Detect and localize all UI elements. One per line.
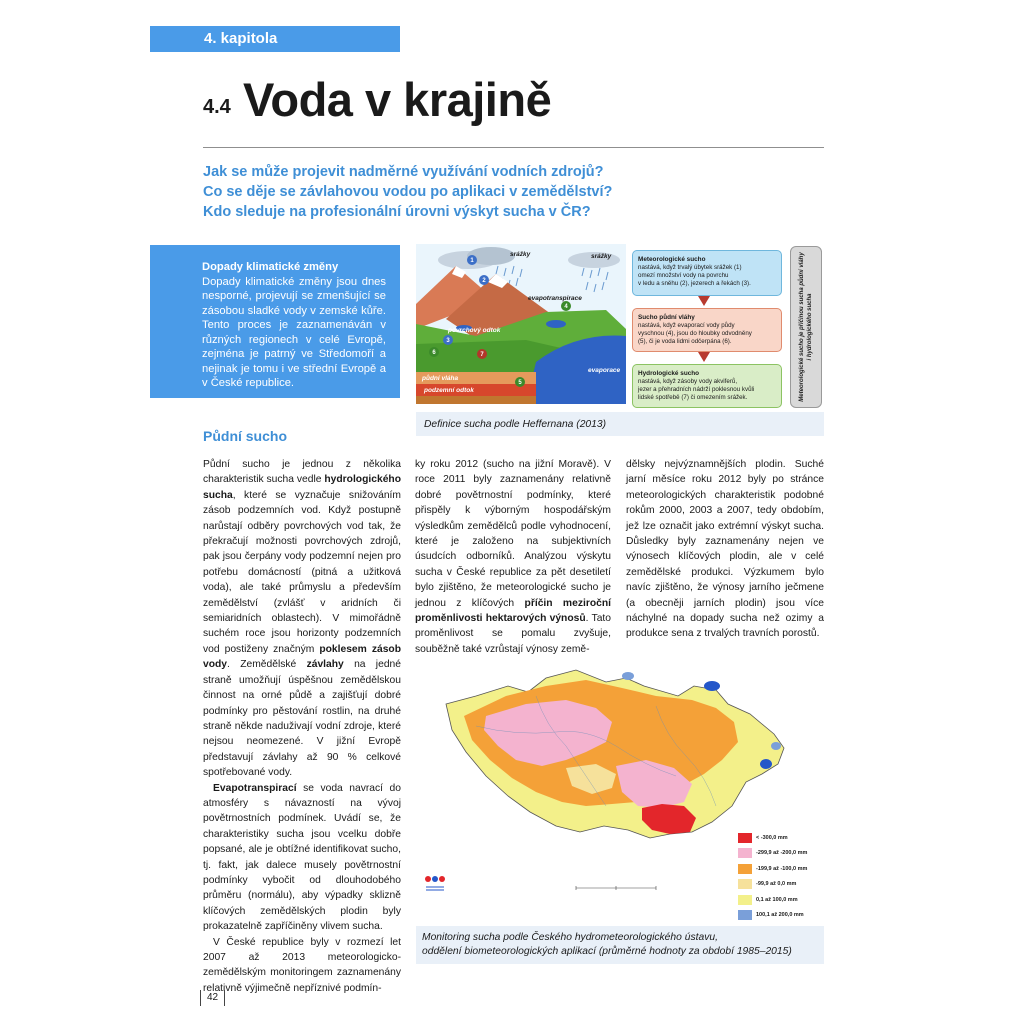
label-evaporace: evaporace: [588, 367, 621, 374]
box-line: lidské spotřebě (7) či omezením srážek.: [638, 394, 748, 401]
box-line: omezí množství vody na povrchu: [638, 272, 729, 279]
box-line: nastává, když zásoby vody akviferů,: [638, 378, 738, 385]
map-caption-line: oddělení biometeorologických aplikací (průměrné hodnoty za období 1985–2015): [422, 946, 792, 957]
section-number: 4.4: [203, 96, 231, 118]
legend-label: 100,1 až 200,0 mm: [756, 912, 804, 919]
text-column-2: ky roku 2012 (sucho na jižní Moravě). V roce 2011 byly zaznamenány relativně dobré povětrnostní podmínky, které přispěly k výborným hospodářským výsledkům zemědělců podle vyhodnocení, které je založeno na subjektivních úsudcích odborníků. Analýzou výskytu sucha v České republice za pět desetiletí bylo zjištěno, že meteorologické sucho je jednou z klíčových příčin meziroční proměnlivosti hektarových výnosů. Tato proměnlivost se pomalu zvyšuje, souběžně také vzrůstají výnosy země-: [415, 459, 612, 655]
box-line: v ledu a sněhu (2), jezerech a řekách (3).: [638, 280, 751, 287]
label-srazky-right: srážky: [591, 253, 612, 260]
legend-item: [738, 877, 824, 893]
diagram-number: 1: [470, 258, 474, 264]
drought-map: [416, 656, 824, 966]
diagram-caption: Definice sucha podle Heffernana (2013): [416, 412, 824, 436]
box-meteorological: [632, 250, 782, 296]
box-line: vyschnou (4), jsou do hloubky odvodněny: [638, 330, 752, 337]
box-line: nastává, když evaporací vody půdy: [638, 322, 735, 329]
text-column-3: dělsky nejvýznamnějších plodin. Suché jarní měsíce roku 2012 byly po stránce meteorologických charakteristik podobné rokům 2000, 2003 a 2007, tedy obdobím, jež lze označit jako extrémní výskyt sucha. Důsledky byly zaznamenány nejen ve výnosech klíčových plodin, ale v celé zemědělské produkci. Výzkumem bylo navíc zjištěno, že výnosy jarního ječmene (a obecněji jarních plodin) jsou více náchylné na dopady sucha než ozimy a produkce sena z trvalých travních porostů.: [626, 459, 824, 640]
arrow-down-icon: [698, 296, 710, 306]
legend-swatch: [738, 895, 752, 905]
page-number: 42: [200, 990, 225, 1006]
legend-item: [738, 861, 824, 877]
page-title: Voda v krajině: [243, 73, 552, 126]
box-line: nastává, když trvalý úbytek srážek (1): [638, 264, 742, 271]
map-legend: [738, 830, 824, 939]
box-hydrological: [632, 364, 782, 408]
box-title: Sucho půdní vláhy: [638, 314, 695, 321]
legend-swatch: [738, 910, 752, 920]
box-line: jezer a přehradních nádrží poklesnou kvůli: [638, 386, 755, 393]
legend-swatch: [738, 848, 752, 858]
legend-label: -99,9 až 0,0 mm: [756, 881, 797, 888]
side-label: Meteorologické sucho je příčinou sucha půdní vláhy i hydrologického sucha: [799, 252, 813, 402]
title-divider: [203, 147, 824, 148]
arrow-down-icon: [698, 352, 710, 362]
label-podzemni-odtok: podzemní odtok: [424, 387, 474, 394]
legend-item: [738, 830, 824, 846]
climate-box-text: Dopady klimatické změny jsou dnes nesporné, projevují se zmenšující se zásobou sladké vody v zemské kůře. Tento proces je zaznamenáván v různých regionech v celé Evropě, zejména je patrný ve Středomoří a nejinak je tomu i ve střední Evropě a v České republice.: [202, 275, 386, 389]
question: Kdo sleduje na profesionální úrovni výskyt sucha v ČR?: [203, 204, 591, 220]
diagram-number: 4: [564, 304, 568, 310]
box-title: Hydrologické sucho: [638, 370, 700, 377]
intro-questions: [203, 162, 823, 222]
legend-swatch: [738, 864, 752, 874]
legend-item: [738, 892, 824, 908]
text-column-1: Půdní sucho je jednou z několika charakteristik sucha vedle hydrologického sucha, které se vyznačuje snižováním zásob podzemních vod. Když postupně narůstají odběry povrchových vod tak, že překračují možnosti povrchových zdrojů, pak jsou čerpány vody podzemní nejen pro potřebu domácností (pitná a užitková voda), ale také průmyslu a především zemědělství (zvlášť v aridních či semiaridních oblastech). V mimořádně suchém roce jsou horizonty podzemních vod postiženy značným poklesem zásob vody. Zemědělské závlahy na jedné straně umožňují úspěšnou zemědělskou činnost na orné půdě a zajišťují dobré podmínky pro pěstování rostlin, na druhé straně někde naduživají vodní zdroje, které nejsou neomezené. V jižní Evropě představují závlahy až 90 % celkové spotřebované vody. Evapotranspirací se voda navrací do atmosféry s návazností na vývoj povětrnostních podmínek. Uvádí se, že charakteristiky sucha jsou vcelku dobře popsané, ale je obtížné identifikovat sucho, tj. fakt, jak dalece musely povětrnostní podmínky vybočit od dlouhodobého průměru (normálu), aby výpadky sklizně klíčových zemědělských plodin byly prokazatelně zapříčiněny vlivem sucha. V České republice byly v rozmezí let 2007 až 2013 meteorologicko-zemědělským monitoringem zaznamenány relativně výjimečně nepříznivé podmín-: [203, 459, 402, 994]
diagram-number: 6: [432, 350, 436, 356]
scale-bar-icon: [576, 886, 656, 890]
climate-change-box: [150, 245, 400, 398]
chapter-label: 4. kapitola: [150, 26, 400, 52]
legend-swatch: [738, 833, 752, 843]
climate-box-heading: Dopady klimatické změny: [202, 261, 339, 273]
box-line: (5), či je voda lidmi odčerpána (6).: [638, 338, 732, 345]
legend-item: [738, 846, 824, 862]
map-caption: [416, 926, 824, 964]
section-heading: Půdní sucho: [203, 428, 287, 444]
diagram-number: 7: [480, 352, 484, 358]
box-soil-moisture: [632, 308, 782, 352]
chmi-logo-icon: [425, 876, 445, 890]
map-caption-line: Monitoring sucha podle Českého hydrometeorologického ústavu,: [422, 932, 718, 943]
drought-diagram: [416, 244, 824, 438]
label-srazky-left: srážky: [510, 251, 531, 258]
question: Jak se může projevit nadměrné využívání vodních zdrojů?: [203, 164, 604, 180]
legend-swatch: [738, 879, 752, 889]
diagram-number: 2: [482, 278, 486, 284]
box-title: Meteorologické sucho: [638, 256, 706, 263]
legend-item: [738, 908, 824, 924]
legend-label: -299,9 až -200,0 mm: [756, 850, 808, 857]
legend-label: -199,9 až -100,0 mm: [756, 865, 808, 872]
diagram-number: 5: [518, 380, 522, 386]
question: Co se děje se závlahovou vodou po aplikaci v zemědělství?: [203, 184, 613, 200]
legend-label: 0,1 až 100,0 mm: [756, 896, 798, 903]
diagram-number: 3: [446, 338, 450, 344]
legend-label: < -300,0 mm: [756, 834, 788, 841]
label-evapotranspirace: evapotranspirace: [528, 295, 582, 302]
label-pudni-vlaha: půdní vláha: [422, 375, 459, 382]
side-label-box: [790, 246, 822, 408]
label-povrchovy-odtok: povrchový odtok: [448, 327, 501, 334]
